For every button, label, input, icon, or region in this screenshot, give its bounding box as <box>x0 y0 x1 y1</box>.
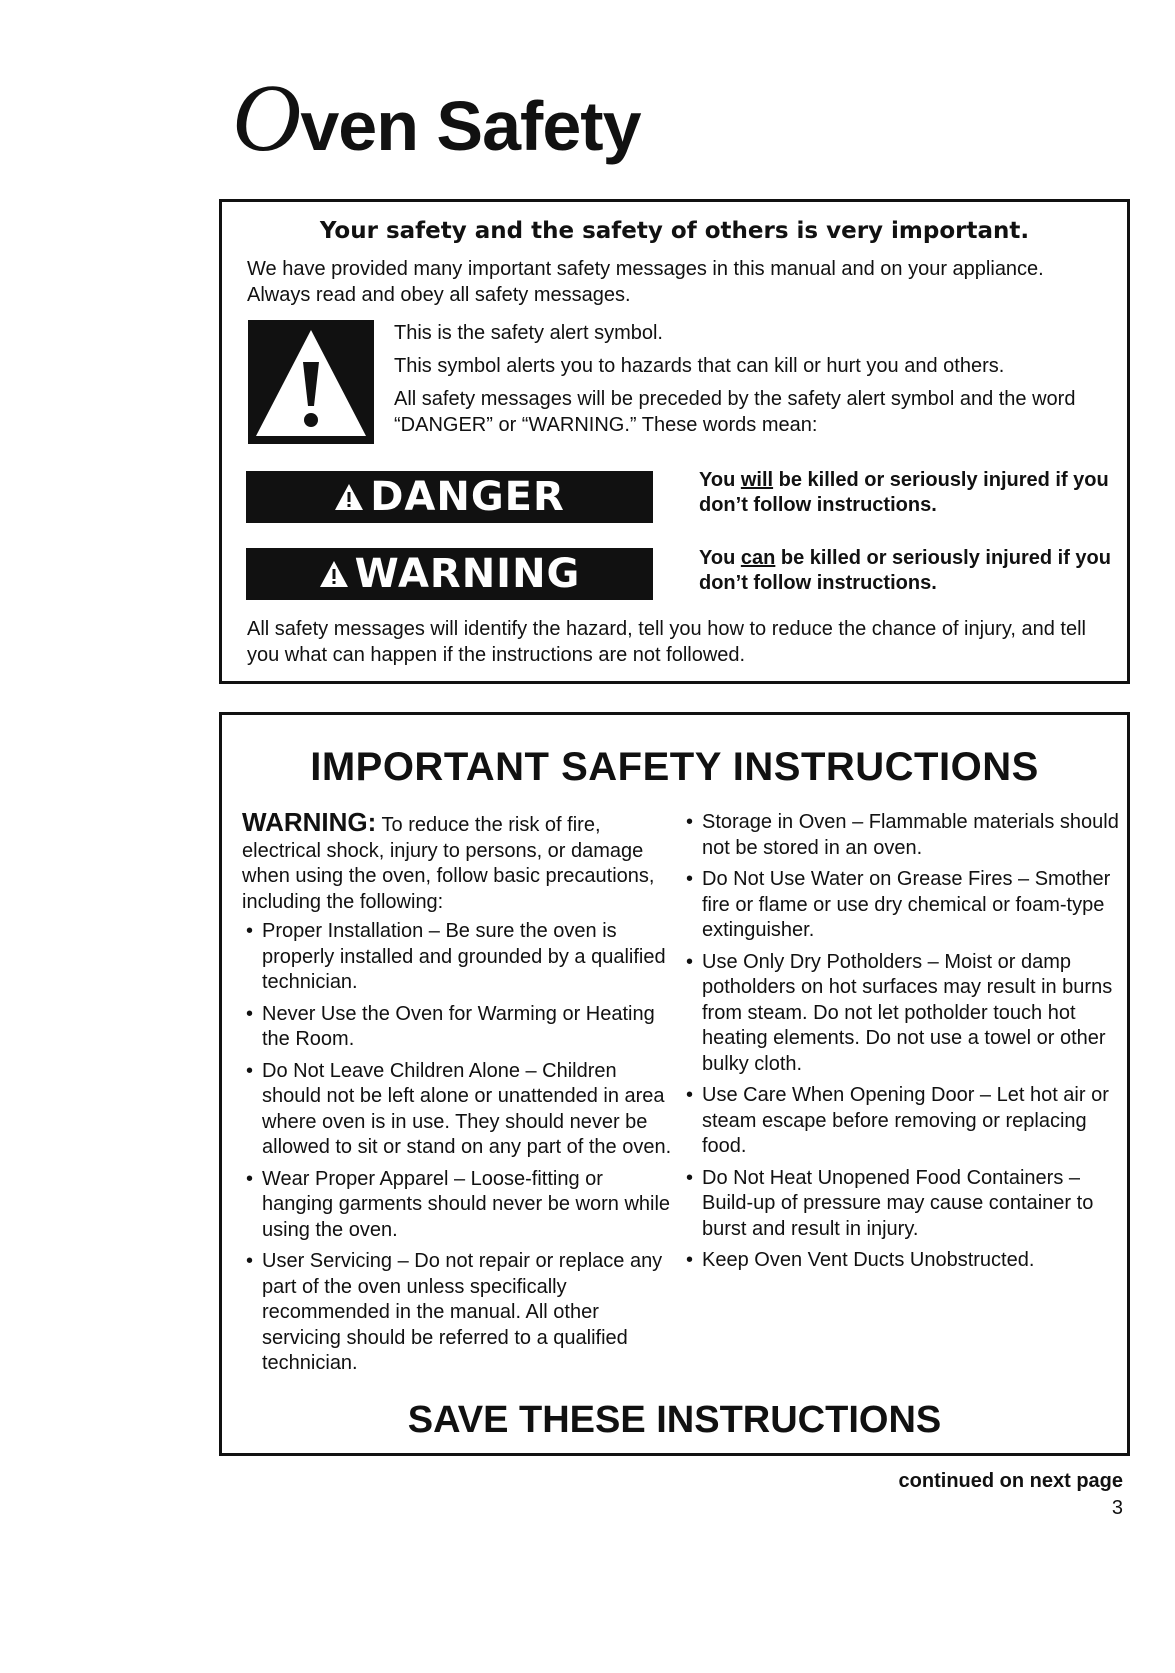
danger-emphasis: will <box>740 469 774 491</box>
list-item: • Use Only Dry Potholders – Moist or damp potholders on hot surfaces may result in burns from steam. Do not let potholder touch hot heating elements. Do not use a towel or other bulky cloth. <box>682 950 1122 1078</box>
page-title <box>232 64 641 171</box>
important-instructions-box <box>219 712 1130 1456</box>
instructions-left-column <box>242 807 672 1383</box>
alert-line: All safety messages will be preceded by the safety alert symbol and the word “DANGER” or “WARNING.” These words mean: <box>394 388 1076 436</box>
list-item: • Keep Oven Vent Ducts Unobstructed. <box>682 1248 1122 1274</box>
list-item: • Do Not Heat Unopened Food Containers – Build-up of pressure may cause container to burst and result in injury. <box>682 1166 1122 1243</box>
safety-intro-box <box>219 199 1130 684</box>
instructions-heading: IMPORTANT SAFETY INSTRUCTIONS <box>310 745 1039 789</box>
intro-text: We have provided many important safety messages in this manual and on your appliance. Always read and obey all safety messages. <box>247 258 1044 306</box>
alert-line: This symbol alerts you to hazards that can kill or hurt you and others. <box>394 355 1005 377</box>
warning-meaning: You can be killed or seriously injured if you don’t follow instructions. <box>699 547 1111 594</box>
list-item: • User Servicing – Do not repair or replace any part of the oven unless specifically recommended in the manual. All other servicing should be referred to a qualified technician. <box>242 1249 672 1377</box>
left-instruction-list <box>242 919 672 1377</box>
alert-symbol-description <box>394 320 1114 445</box>
alert-line: This is the safety alert symbol. <box>394 322 663 344</box>
safety-alert-icon <box>248 320 374 444</box>
list-item: • Do Not Leave Children Alone – Children should not be left alone or unattended in area where oven is in use. They should never be allowed to sit or stand on any part of the oven. <box>242 1059 672 1161</box>
intro-heading: Your safety and the safety of others is very important. <box>319 218 1030 244</box>
intro-footer-text: All safety messages will identify the hazard, tell you how to reduce the chance of injury, and tell you what can happen if the instructions are not followed. <box>247 618 1086 666</box>
warning-lead <box>242 807 672 915</box>
list-item: • Storage in Oven – Flammable materials should not be stored in an oven. <box>682 810 1122 861</box>
instructions-right-column <box>682 810 1122 1280</box>
danger-signal-banner <box>246 471 653 523</box>
list-item: • Do Not Use Water on Grease Fires – Smother fire or flame or use dry chemical or foam-type extinguisher. <box>682 867 1122 944</box>
alert-triangle-icon <box>334 482 364 512</box>
list-item: • Wear Proper Apparel – Loose-fitting or hanging garments should never be worn while using the oven. <box>242 1167 672 1244</box>
alert-triangle-icon <box>319 559 349 589</box>
right-instruction-list <box>682 810 1122 1274</box>
danger-label: DANGER <box>370 474 565 520</box>
title-rest: ven Safety <box>300 87 641 165</box>
list-item: • Never Use the Oven for Warming or Heating the Room. <box>242 1002 672 1053</box>
title-initial: O <box>232 64 301 171</box>
warning-lead-label: WARNING: <box>242 807 377 837</box>
page-number: 3 <box>1111 1497 1123 1519</box>
list-item: • Use Care When Opening Door – Let hot air or steam escape before removing or replacing food. <box>682 1083 1122 1160</box>
continued-note: continued on next page <box>898 1470 1123 1492</box>
warning-signal-banner <box>246 548 653 600</box>
save-instructions-heading: SAVE THESE INSTRUCTIONS <box>407 1399 942 1441</box>
list-item: • Proper Installation – Be sure the oven is properly installed and grounded by a qualified technician. <box>242 919 672 996</box>
warning-emphasis: can <box>740 547 776 569</box>
warning-lead-text: To reduce the risk of fire, electrical shock, injury to persons, or damage when using the oven, follow basic precautions, including the following: <box>242 814 655 913</box>
warning-label: WARNING <box>354 551 581 597</box>
danger-meaning: You will be killed or seriously injured if you don’t follow instructions. <box>699 469 1109 516</box>
